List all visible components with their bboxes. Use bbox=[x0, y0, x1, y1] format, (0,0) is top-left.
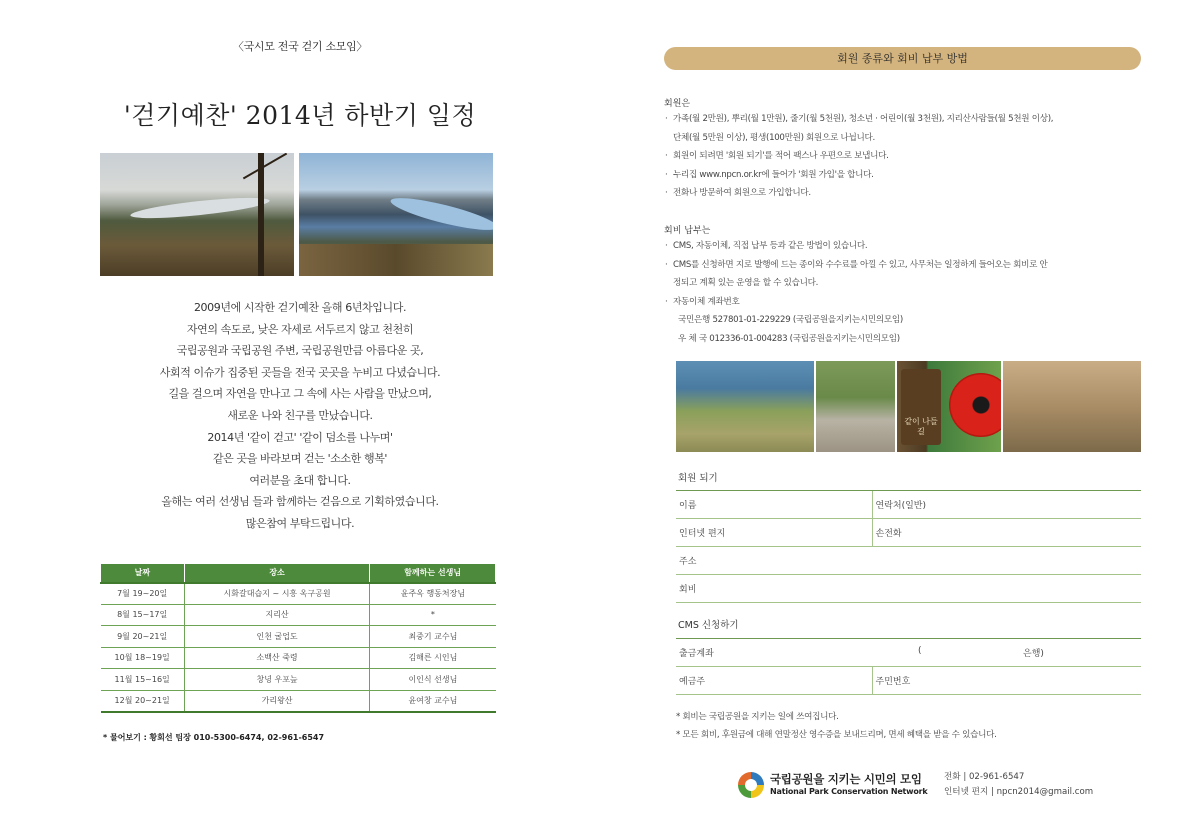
footer-contact bbox=[944, 770, 1093, 800]
intro-line: 국립공원과 국립공원 주변, 국립공원만큼 아름다운 곳, bbox=[176, 344, 424, 358]
cell-date: 11월 15~16일 bbox=[101, 669, 185, 691]
shared-meal-photo bbox=[1003, 361, 1141, 452]
list-item: · 누리집 www.npcn.or.kr에 들어가 '회원 가입'을 합니다. bbox=[664, 166, 1144, 185]
left-page bbox=[0, 0, 600, 823]
cell-place: 소백산 죽령 bbox=[184, 647, 369, 669]
note-line: * 모든 회비, 후원금에 대해 연말정산 영수증을 보내드리며, 면세 혜택을 받을 수 있습니다. bbox=[676, 730, 997, 740]
form-row bbox=[676, 547, 1141, 575]
list-item: · 회원이 되려면 '회원 되기'를 적어 팩스나 우편으로 보냅니다. bbox=[664, 147, 1144, 166]
form-row bbox=[676, 575, 1141, 603]
cell-place: 창녕 우포늪 bbox=[184, 669, 369, 691]
table-row bbox=[101, 626, 496, 648]
intro-line: 2009년에 시작한 걷기예찬 올해 6년차입니다. bbox=[193, 301, 407, 314]
org-name-korean: 국립공원을 지키는 시민의 모임 bbox=[770, 772, 922, 786]
contact-field[interactable]: 연락처(일반) bbox=[872, 491, 1141, 519]
table-row bbox=[101, 647, 496, 669]
intro-line: 많은참여 부탁드립니다. bbox=[245, 516, 355, 530]
inquiry-line bbox=[103, 732, 324, 743]
cell-date: 8월 15~17일 bbox=[101, 604, 185, 626]
intro-line: 길을 걸으며 자연을 만나고 그 속에 사는 사람을 만났으며, bbox=[168, 387, 432, 401]
table-header-row bbox=[101, 564, 496, 583]
mountain-river-photo bbox=[299, 153, 493, 276]
footer-email: 인터넷 편지 | npcn2014@gmail.com bbox=[944, 787, 1094, 797]
footer bbox=[738, 770, 1118, 802]
right-page bbox=[600, 0, 1204, 823]
column-header-guide: 함께하는 선생님 bbox=[370, 564, 496, 583]
bank-account-kookmin: 국민은행 527801-01-229229 (국립공원을지키는시민의모임) bbox=[678, 315, 903, 325]
trail-sign-text: 같이 나들길 bbox=[904, 417, 938, 436]
org-name-english: National Park Conservation Network bbox=[770, 787, 928, 796]
page-title: '걷기예찬' 2014년 하반기 일정 bbox=[123, 101, 477, 130]
cell-guide: 이인식 선생님 bbox=[370, 669, 496, 691]
join-form-heading: 회원 되기 bbox=[678, 473, 718, 484]
photo-strip bbox=[676, 361, 1141, 452]
intro-line: 새로운 나와 친구를 만났습니다. bbox=[227, 408, 373, 422]
list-item: · 가족(월 2만원), 뿌리(월 1만원), 줄기(월 5천원), 청소년 · 어린이(월 3천원), 지리산사람들(월 5천원 이상), bbox=[664, 110, 1144, 129]
cell-guide: 윤주옥 행동처장님 bbox=[370, 583, 496, 605]
name-field[interactable]: 이름 bbox=[676, 491, 872, 519]
cell-guide: 윤여창 교수님 bbox=[370, 690, 496, 712]
join-form bbox=[676, 490, 1141, 603]
trail-sign bbox=[901, 369, 941, 445]
cell-place: 지리산 bbox=[184, 604, 369, 626]
cell-date: 7월 19~20일 bbox=[101, 583, 185, 605]
cell-place: 인천 굴업도 bbox=[184, 626, 369, 648]
intro-line: 2014년 '같이 걷고' '같이 덤소를 나누며' bbox=[207, 430, 393, 444]
poppy-flower bbox=[949, 373, 1001, 437]
intro-line: 자연의 속도로, 낮은 자세로 서두르지 않고 천천히 bbox=[186, 322, 414, 336]
lake-landscape-photo bbox=[100, 153, 294, 276]
group-walking-photo bbox=[816, 361, 895, 452]
cell-guide: 김해른 시인님 bbox=[370, 647, 496, 669]
account-label: 출금계좌 bbox=[679, 649, 714, 659]
form-row bbox=[676, 519, 1141, 547]
cell-guide: 최중기 교수님 bbox=[370, 626, 496, 648]
list-item: 정되고 계획 있는 운영을 할 수 있습니다. bbox=[673, 278, 819, 288]
inquiry-label: * 물어보기 : bbox=[103, 733, 147, 742]
members-list bbox=[664, 110, 1144, 203]
payment-list bbox=[664, 237, 1144, 348]
form-row bbox=[676, 639, 1141, 667]
cell-place: 시화갈대습지 ~ 시흥 옥구공원 bbox=[184, 583, 369, 605]
cms-heading: CMS 신청하기 bbox=[678, 620, 739, 631]
bank-open-paren: ( bbox=[918, 646, 922, 656]
inquiry-contact: 황회선 팀장 010-5300-6474, 02-961-6547 bbox=[149, 733, 325, 742]
fee-field[interactable]: 회비 bbox=[676, 575, 1141, 603]
list-item: · CMS, 자동이체, 직접 납부 등과 같은 방법이 있습니다. bbox=[664, 237, 1144, 256]
cms-form bbox=[676, 638, 1141, 695]
intro-text bbox=[0, 297, 600, 535]
list-item: · CMS를 신청하면 지로 발행에 드는 종이와 수수료를 아낄 수 있고, 사무처는 일정하게 들어오는 회비로 안 bbox=[664, 256, 1144, 275]
address-field[interactable]: 주소 bbox=[676, 547, 1141, 575]
cell-date: 12월 20~21일 bbox=[101, 690, 185, 712]
table-row bbox=[101, 690, 496, 712]
intro-line: 여러분을 초대 합니다. bbox=[249, 473, 351, 487]
table-row bbox=[101, 583, 496, 605]
bank-account-post: 우 체 국 012336-01-004283 (국립공원을지키는시민의모임) bbox=[678, 333, 900, 344]
bank-suffix: 은행) bbox=[1023, 649, 1044, 659]
account-field[interactable] bbox=[676, 639, 1141, 667]
email-field[interactable]: 인터넷 편지 bbox=[676, 519, 872, 547]
footer-phone: 전화 | 02-961-6547 bbox=[944, 772, 1025, 782]
trail-sign-poppy-photo bbox=[897, 361, 1001, 452]
resident-number-field[interactable]: 주민번호 bbox=[872, 667, 1141, 695]
table-row bbox=[101, 669, 496, 691]
form-row bbox=[676, 667, 1141, 695]
notes bbox=[676, 708, 1156, 744]
table-row bbox=[101, 604, 496, 626]
payment-heading: 회비 납부는 bbox=[664, 226, 711, 236]
cell-guide: * bbox=[370, 604, 496, 626]
club-name: 〈국시모 전국 걷기 소모임〉 bbox=[232, 40, 368, 53]
cell-date: 9월 20~21일 bbox=[101, 626, 185, 648]
intro-line: 사회적 이슈가 집중된 곳들을 전국 곳곳을 누비고 다녔습니다. bbox=[159, 365, 441, 379]
mobile-field[interactable]: 손전화 bbox=[872, 519, 1141, 547]
note-line: * 회비는 국립공원을 지키는 일에 쓰여집니다. bbox=[676, 712, 839, 722]
column-header-date: 날짜 bbox=[101, 564, 185, 583]
organization-logo-icon bbox=[738, 772, 764, 798]
list-item: · 자동이체 계좌번호 bbox=[664, 293, 1144, 312]
intro-line: 올해는 여러 선생님 들과 함께하는 걷음으로 기획하였습니다. bbox=[161, 495, 439, 509]
intro-line: 같은 곳을 바라보며 걷는 '소소한 행복' bbox=[212, 452, 388, 466]
holder-field[interactable]: 예금주 bbox=[676, 667, 872, 695]
column-header-place: 장소 bbox=[184, 564, 369, 583]
cell-date: 10월 18~19일 bbox=[101, 647, 185, 669]
cell-place: 가리왕산 bbox=[184, 690, 369, 712]
schedule-table bbox=[100, 563, 496, 713]
list-item: 단체(월 5만원 이상), 평생(100만원) 회원으로 나뉩니다. bbox=[673, 132, 875, 143]
form-row bbox=[676, 491, 1141, 519]
membership-banner: 회원 종류와 회비 납부 방법 bbox=[664, 47, 1141, 70]
members-heading: 회원은 bbox=[664, 99, 691, 109]
hikers-resting-photo bbox=[676, 361, 814, 452]
list-item: · 전화나 방문하여 회원으로 가입합니다. bbox=[664, 184, 1144, 203]
